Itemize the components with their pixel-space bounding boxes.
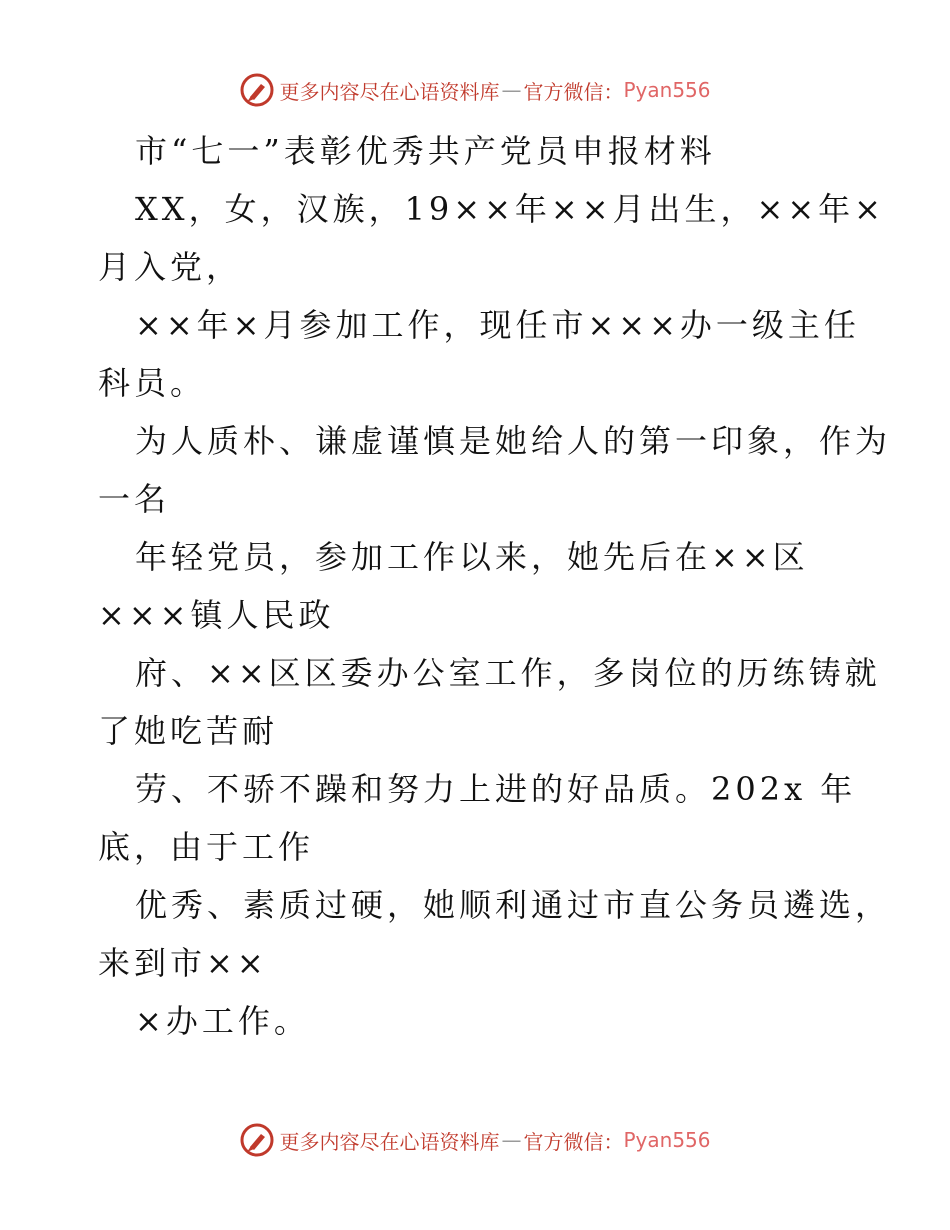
- document-title: 市“七一”表彰优秀共产党员申报材料: [135, 132, 716, 170]
- watermark-wechat-label: 官方微信：: [523, 79, 624, 104]
- text-line: ×办工作。: [135, 1002, 310, 1040]
- watermark-site-text: 更多内容尽在心语资料库: [279, 1129, 500, 1154]
- footer-watermark: [0, 1120, 950, 1160]
- text-line: 为人质朴、谦虚谨慎是她给人的第一印象，作为: [135, 422, 892, 460]
- text-line: 一名: [98, 480, 171, 518]
- pen-logo-icon: [239, 72, 275, 108]
- watermark-separator: —: [501, 78, 522, 102]
- pen-logo-icon: [239, 1122, 275, 1158]
- document-body: [98, 122, 892, 1050]
- watermark-wechat-label: 官方微信：: [523, 1129, 624, 1154]
- watermark-separator: —: [501, 1128, 522, 1152]
- text-line: 来到市××: [98, 944, 268, 982]
- text-line: 月入党，: [98, 248, 243, 286]
- text-line: ××年×月参加工作，现任市×××办一级主任: [135, 306, 860, 344]
- text-line: 底，由于工作: [98, 828, 315, 866]
- text-line: 了她吃苦耐: [98, 712, 279, 750]
- text-line: 科员。: [98, 364, 207, 402]
- text-line: 年轻党员，参加工作以来，她先后在××区: [135, 538, 809, 576]
- watermark-wechat-id: Pyan556: [623, 1128, 711, 1152]
- watermark-wechat-id: Pyan556: [623, 78, 711, 102]
- text-line: 劳、不骄不躁和努力上进的好品质。202x 年: [135, 770, 857, 808]
- text-line: ×××镇人民政: [98, 596, 335, 634]
- header-watermark: [0, 70, 950, 110]
- text-line: 府、××区区委办公室工作，多岗位的历练铸就: [135, 654, 881, 692]
- text-line: XX，女，汉族，19××年××月出生，××年×: [135, 190, 885, 228]
- text-line: 优秀、素质过硬，她顺利通过市直公务员遴选，: [135, 886, 892, 924]
- watermark-site-text: 更多内容尽在心语资料库: [279, 79, 500, 104]
